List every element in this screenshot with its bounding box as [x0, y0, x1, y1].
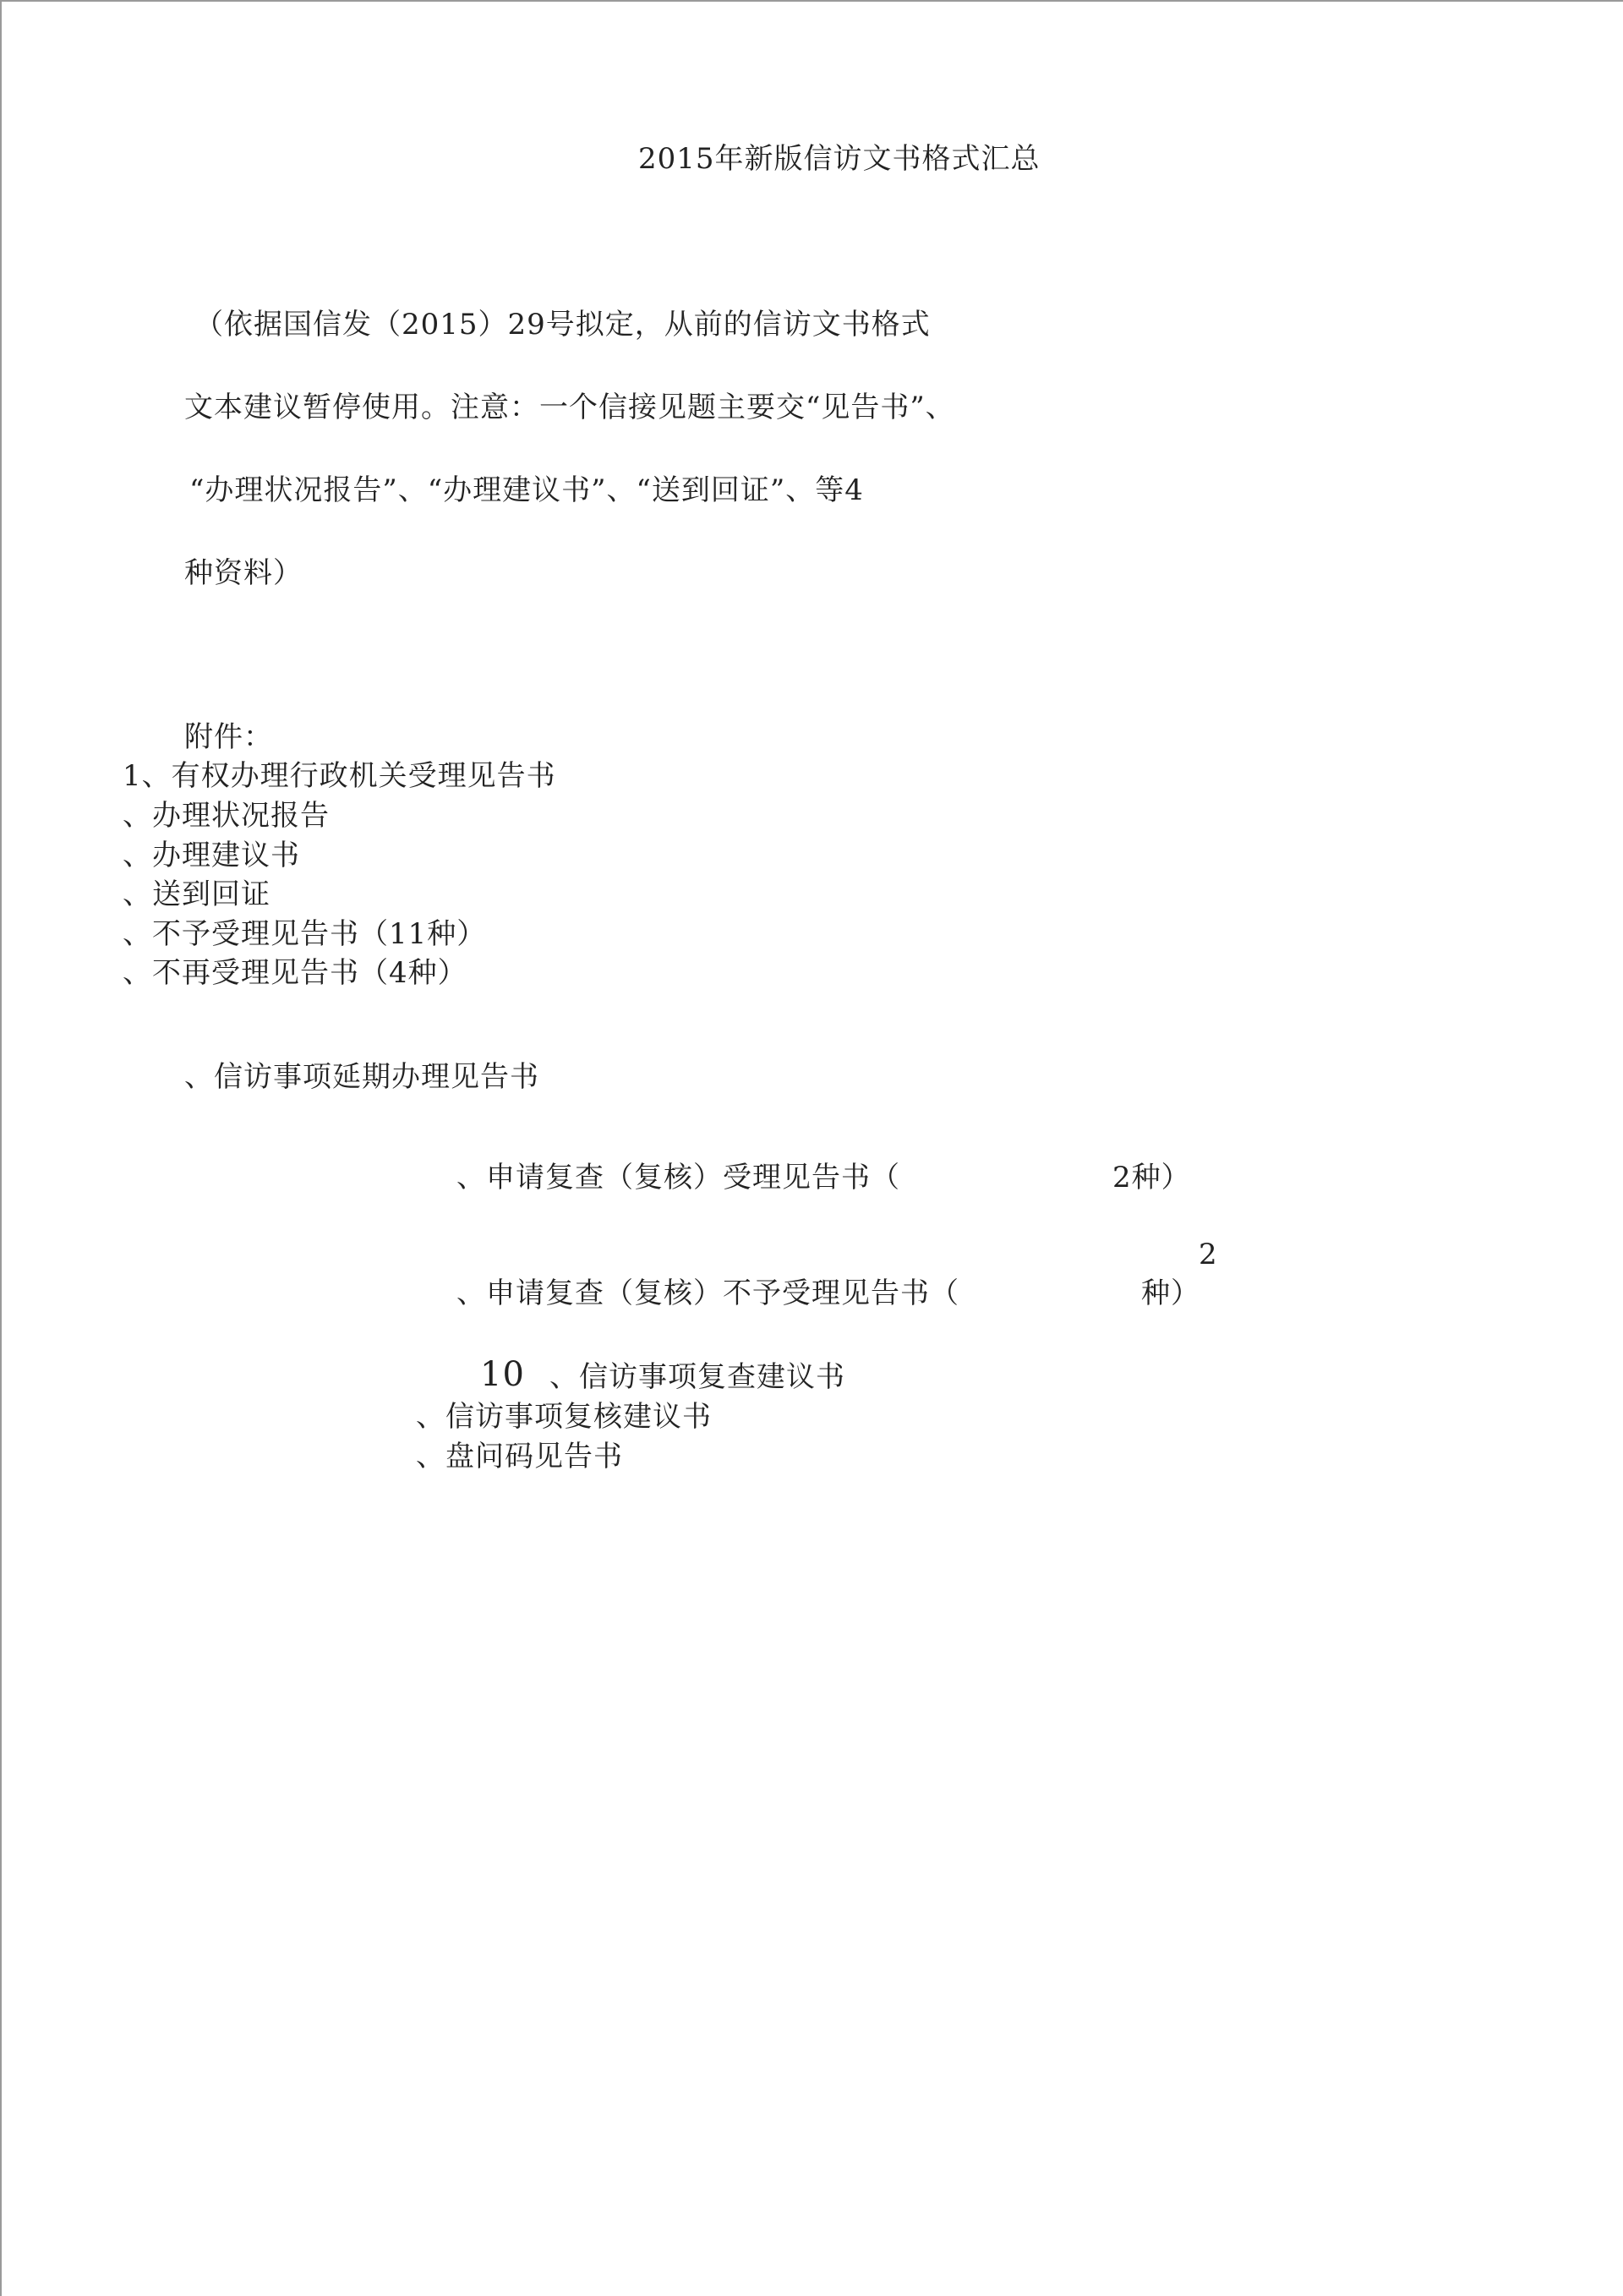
attachment-item-5: 、不予受理见告书（11种） [123, 917, 487, 951]
attachment-item-9-number: 2 [1199, 1238, 1218, 1271]
attachments-label: 附件： [184, 720, 273, 754]
intro-line-1: （依据国信发（2015）29号拟定，从前的信访文书格式 [194, 308, 931, 342]
attachment-item-2: 、办理状况报告 [123, 799, 330, 833]
attachment-item-9: 、申请复查（复核）不予受理见告书（ [456, 1276, 959, 1310]
attachment-item-12: 、盘问码见告书 [416, 1440, 623, 1473]
intro-line-2: 文本建议暂停使用。注意：一个信接见题主要交“见告书”、 [184, 391, 955, 424]
intro-line-4: 种资料） [184, 556, 303, 590]
attachment-item-8: 、申请复查（复核）受理见告书（ [456, 1161, 900, 1194]
document-title: 2015年新版信访文书格式汇总 [638, 142, 1041, 176]
attachment-item-6: 、不再受理见告书（4种） [123, 956, 467, 990]
attachment-item-9-suffix: 种） [1141, 1276, 1200, 1310]
intro-line-3: “办理状况报告”、“办理建议书”、“送到回证”、等4 [189, 473, 864, 507]
attachment-item-10-number: 10 [480, 1355, 525, 1394]
attachment-item-4: 、送到回证 [123, 877, 270, 911]
attachment-item-10: 、信访事项复查建议书 [549, 1360, 845, 1394]
attachment-item-11: 、信访事项复核建议书 [416, 1400, 712, 1434]
attachment-item-7: 、信访事项延期办理见告书 [184, 1060, 539, 1094]
attachment-item-3: 、办理建议书 [123, 839, 300, 872]
attachment-item-1: 1、有权办理行政机关受理见告书 [123, 759, 556, 793]
attachment-item-8-count: 2种） [1112, 1161, 1191, 1194]
